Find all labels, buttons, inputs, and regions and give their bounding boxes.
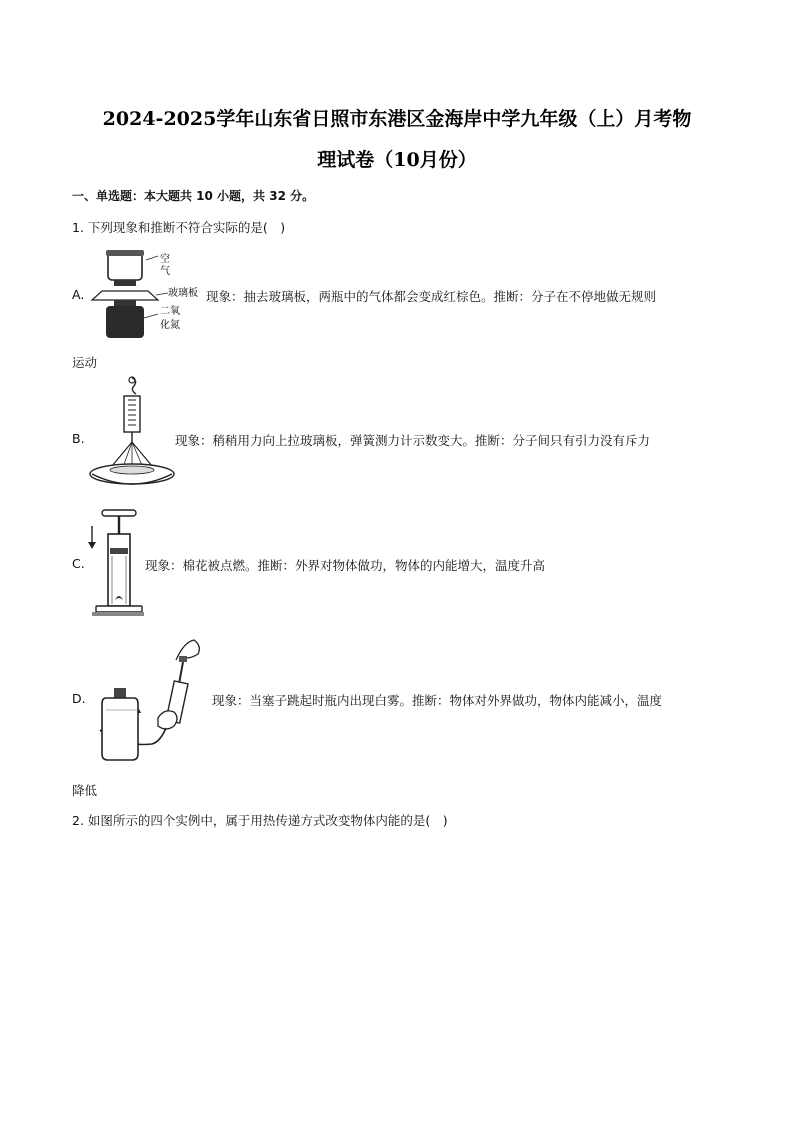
exam-title-line-1: 2024-2025学年山东省日照市东港区金海岸中学九年级（上）月考物 [102,108,692,130]
option-b-letter: B. [72,431,85,446]
option-d-wrap: 降低 [72,783,98,798]
spring-scale-glass-plate-figure [88,374,180,494]
diffusion-bottles-figure [86,248,210,342]
option-c-letter: C. [72,556,85,571]
section-heading: 一、单选题：本大题共 10 小题，共 32 分。 [72,189,315,203]
question-2-stem: 2. 如图所示的四个实例中，属于用热传递方式改变物体内能的是( ) [72,813,448,828]
label-air-2: 气 [160,266,170,277]
option-a-letter: A. [72,287,85,302]
option-a-wrap: 运动 [72,355,98,370]
option-d-text: 现象：当塞子跳起时瓶内出现白雾。推断：物体对外界做功，物体内能减小，温度 [212,693,663,708]
option-c-text: 现象：棉花被点燃。推断：外界对物体做功，物体的内能增大，温度升高 [145,558,546,573]
option-a-text: 现象：抽去玻璃板，两瓶中的气体都会变成红棕色。推断：分子在不停地做无规则 [206,289,657,304]
label-air-1: 空 [160,254,170,265]
exam-title-line-2: 理试卷（10月份） [317,149,477,171]
label-no2-1: 二氧 [160,306,180,317]
bottle-pump-stopper-figure [86,634,212,766]
label-glass-plate: 玻璃板 [168,288,198,299]
label-no2-2: 化氮 [160,320,180,331]
air-compression-cylinder-figure [88,508,144,620]
option-d-letter: D. [72,691,86,706]
question-1-stem: 1. 下列现象和推断不符合实际的是( ) [72,220,286,235]
option-b-text: 现象：稍稍用力向上拉玻璃板，弹簧测力计示数变大。推断：分子间只有引力没有斥力 [175,433,651,448]
